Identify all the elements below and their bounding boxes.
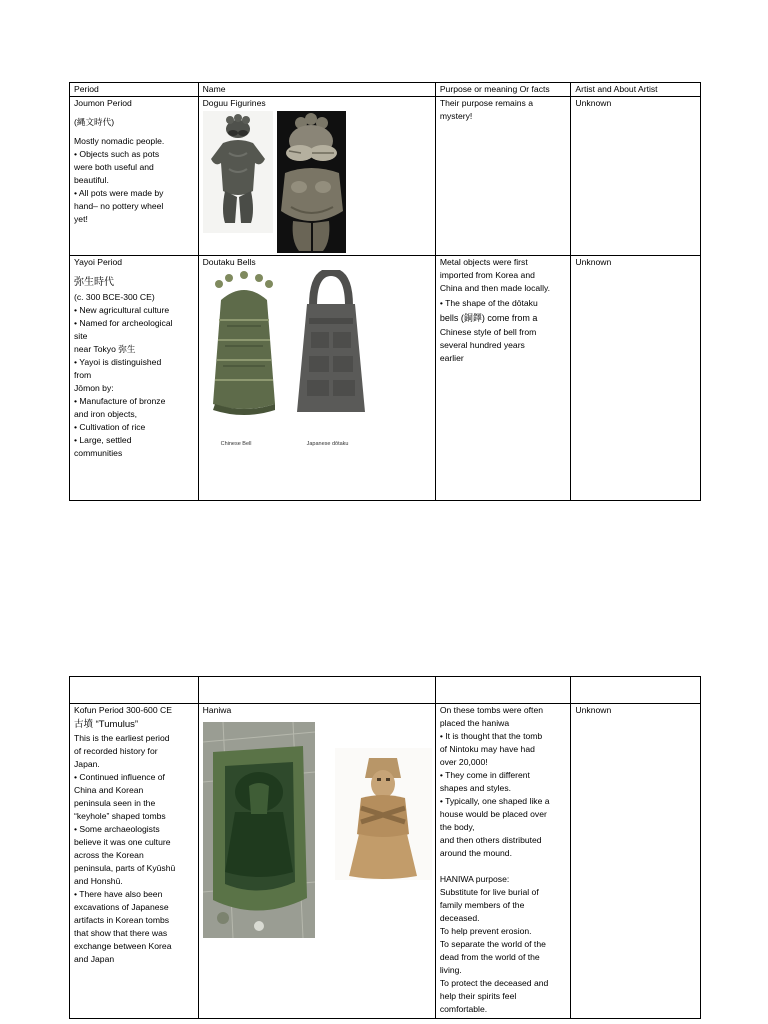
chinese-bell-caption: Chinese Bell xyxy=(220,441,252,447)
header-purpose: Purpose or meaning Or facts xyxy=(436,83,572,96)
art-history-table-2 xyxy=(69,676,701,1019)
header-artist: Artist and About Artist xyxy=(575,84,658,94)
artist-cell: Unknown xyxy=(575,257,612,267)
dogu-figurine-photo-2 xyxy=(277,111,346,253)
haniwa-figure-photo xyxy=(335,748,432,880)
purpose-cell: On these tombs were often placed the haniwa • It is thought that the tomb of Nintoku may have had over 20,000! • They come in different shapes and styles. • Typically, one shaped like a house would be placed over the body, and then others distributed around the mound. HANIWA purpose: Substitute for live burial of family members of the deceased. To help prevent erosion. To separate the world of the dead from the world of the living. To protect the deceased and help their spirits feel comfortable. xyxy=(436,704,572,1018)
artwork-name: Doguu Figurines xyxy=(202,98,266,108)
period-kanji: 弥生時代 xyxy=(74,277,114,288)
table-row-joumon xyxy=(70,97,700,256)
header-name: Name xyxy=(199,83,436,96)
name-cell xyxy=(199,704,436,1018)
chinese-bell-photo xyxy=(203,270,285,422)
kofun-tomb-aerial-photo xyxy=(203,722,315,938)
dogu-figurine-photo-1 xyxy=(203,111,273,233)
empty-header-row xyxy=(70,677,700,704)
artwork-name: Haniwa xyxy=(202,705,232,715)
period-cell: Kofun Period 300-600 CE 古墳 “Tumulus” This is the earliest period of recorded history for Japan. • Continued influence of China and Korean peninsula seen in the “keyhole” shaped tombs • Some archaeologists believe it was one culture across the Korean peninsula, parts of Kyūshū and Honshū. • There have also been excavations of Japanese artifacts in Korean tombs that show that there was exchange between Korea and Japan xyxy=(70,704,199,1018)
art-history-table-1 xyxy=(69,82,701,501)
period-title: Kofun Period 300-600 CE xyxy=(74,705,172,715)
header-row xyxy=(70,83,700,97)
period-cell: Yayoi Period 弥生時代 (c. 300 BCE-300 CE) • New agricultural culture • Named for archeological site near Tokyo 弥生 • Yayoi is distinguished from Jōmon by: • Manufacture of bronze and iron objects, • Cultivation of rice • Large, settled communities xyxy=(70,256,199,500)
table-row-kofun xyxy=(70,704,700,1018)
japanese-dotaku-photo xyxy=(291,270,371,422)
japanese-dotaku-caption: Japanese dōtaku xyxy=(306,441,349,447)
name-cell xyxy=(199,97,436,255)
name-cell xyxy=(199,256,436,500)
artist-cell: Unknown xyxy=(575,98,612,108)
period-title: Joumon Period xyxy=(74,98,132,108)
period-kanji: (縄文時代) xyxy=(74,117,115,127)
header-period: Period xyxy=(70,83,199,96)
artwork-name: Doutaku Bells xyxy=(202,257,256,267)
period-kanji: 古墳 “Tumulus” xyxy=(74,719,139,730)
table-row-yayoi xyxy=(70,256,700,500)
purpose-cell: Their purpose remains a mystery! xyxy=(436,97,572,255)
artist-cell: Unknown xyxy=(575,705,612,715)
purpose-cell: Metal objects were first imported from Korea and China and then made locally. • The shape of the dōtaku bells (銅鐸) come from a Chinese style of bell from several hundred years earlier xyxy=(436,256,572,500)
period-cell: Joumon Period (縄文時代) Mostly nomadic people. • Objects such as pots were both useful and beautiful. • All pots were made by hand– no pottery wheel yet! xyxy=(70,97,199,255)
